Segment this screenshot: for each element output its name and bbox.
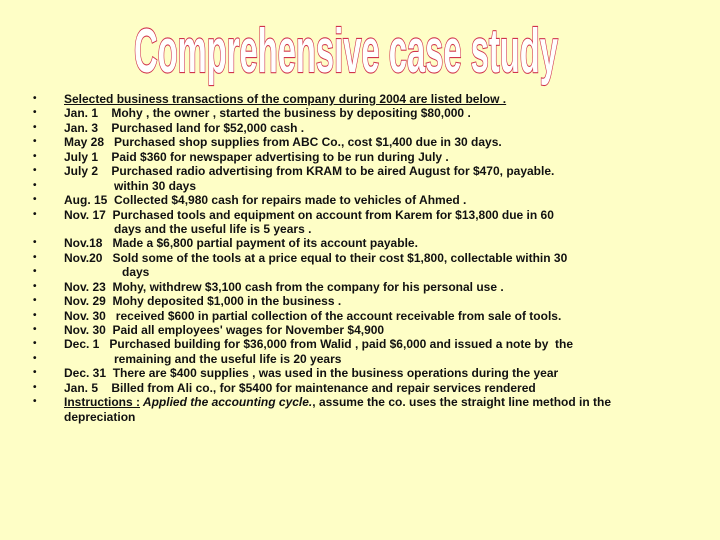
list-item-text: Jan. 1 Mohy , the owner , started the business by depositing $80,000 . — [64, 106, 471, 121]
bullet-icon: • — [33, 338, 37, 350]
list-item-text: days — [122, 265, 150, 280]
instructions-last-line: depreciation — [64, 409, 136, 424]
list-item — [30, 337, 700, 351]
list-item-text: Dec. 31 There are $400 supplies , was used in the business operations during the year — [64, 366, 559, 381]
instructions-rest: , assume the co. uses the straight line method in the — [312, 395, 612, 410]
list-item-text: Nov. 30 Paid all employees' wages for November $4,900 — [64, 323, 385, 337]
bullet-icon: • — [33, 324, 37, 335]
list-item-text: May 28 Purchased shop supplies from ABC Co., cost $1,400 due in 30 days. — [64, 135, 502, 150]
list-item-text: within 30 days — [114, 178, 197, 193]
bullet-icon: • — [33, 251, 37, 263]
list-item — [30, 193, 700, 207]
instructions-body: Applied the accounting cycle. — [140, 395, 313, 410]
list-item-text: Nov. 17 Purchased tools and equipment on account from Karem for $13,800 due in 60 — [64, 207, 554, 222]
list-item-text: July 1 Paid $360 for newspaper advertising to be run during July . — [64, 149, 449, 164]
bullet-icon: • — [33, 280, 37, 292]
list-item — [30, 265, 700, 279]
list-item — [30, 208, 700, 222]
transactions-list — [30, 92, 700, 424]
bullet-icon: • — [33, 93, 37, 104]
bullet-icon: • — [33, 194, 37, 206]
list-item — [30, 92, 700, 106]
instructions-continuation — [30, 410, 700, 424]
bullet-icon: • — [33, 165, 37, 177]
list-item — [30, 164, 700, 178]
title-text: Comprehensive case study — [134, 17, 559, 86]
list-item-text: Nov. 30 received $600 in partial collection of the account receivable from sale of tools. — [64, 308, 562, 323]
bullet-icon: • — [33, 309, 37, 321]
list-item-text: days and the useful life is 5 years . — [114, 221, 312, 236]
list-item — [30, 294, 700, 308]
bullet-icon: • — [33, 352, 37, 364]
bullet-icon: • — [33, 266, 37, 278]
list-item-text: remaining and the useful life is 20 years — [114, 351, 342, 366]
list-item-text: Nov.18 Made a $6,800 partial payment of its account payable. — [64, 236, 418, 251]
bullet-icon: • — [33, 107, 37, 119]
list-item — [30, 179, 700, 193]
bullet-icon: • — [33, 208, 37, 220]
list-item — [30, 381, 700, 395]
list-item — [30, 121, 700, 135]
list-item-text: Aug. 15 Collected $4,980 cash for repairs made to vehicles of Ahmed . — [64, 193, 467, 208]
list-item — [30, 309, 700, 323]
list-item — [30, 366, 700, 380]
list-item-text: Nov. 29 Mohy deposited $1,000 in the business . — [64, 294, 342, 309]
list-item — [30, 323, 700, 337]
instructions-text — [64, 395, 611, 409]
list-item — [30, 106, 700, 120]
bullet-icon: • — [33, 295, 37, 307]
bullet-icon: • — [33, 121, 37, 133]
bullet-icon: • — [33, 150, 37, 162]
bullet-icon: • — [33, 179, 37, 191]
list-item — [30, 236, 700, 250]
list-item — [30, 280, 700, 294]
list-item-text: Nov.20 Sold some of the tools at a price equal to their cost $1,800, collectable within 30 — [64, 250, 568, 265]
list-item-text: Dec. 1 Purchased building for $36,000 from Walid , paid $6,000 and issued a note by the — [64, 337, 574, 352]
list-item-text: Jan. 5 Billed from Ali co., for $5400 for maintenance and repair services rendered — [64, 380, 536, 395]
bullet-icon: • — [33, 381, 37, 393]
slide-title — [0, 0, 720, 92]
list-item-text: Selected business transactions of the company during 2004 are listed below . — [64, 92, 507, 106]
bullet-icon: • — [33, 396, 37, 408]
list-item — [30, 135, 700, 149]
list-item — [30, 222, 700, 236]
list-item — [30, 251, 700, 265]
list-item-text: Jan. 3 Purchased land for $52,000 cash . — [64, 120, 305, 135]
instructions-label: Instructions : — [64, 395, 141, 410]
instructions-item — [30, 395, 700, 409]
list-item-text: Nov. 23 Mohy, withdrew $3,100 cash from the company for his personal use . — [64, 279, 504, 294]
list-item — [30, 352, 700, 366]
bullet-icon: • — [33, 237, 37, 249]
list-item-text: July 2 Purchased radio advertising from KRAM to be aired August for $470, payable. — [64, 164, 555, 179]
list-item — [30, 150, 700, 164]
bullet-icon: • — [33, 136, 37, 148]
bullet-icon: • — [33, 367, 37, 379]
